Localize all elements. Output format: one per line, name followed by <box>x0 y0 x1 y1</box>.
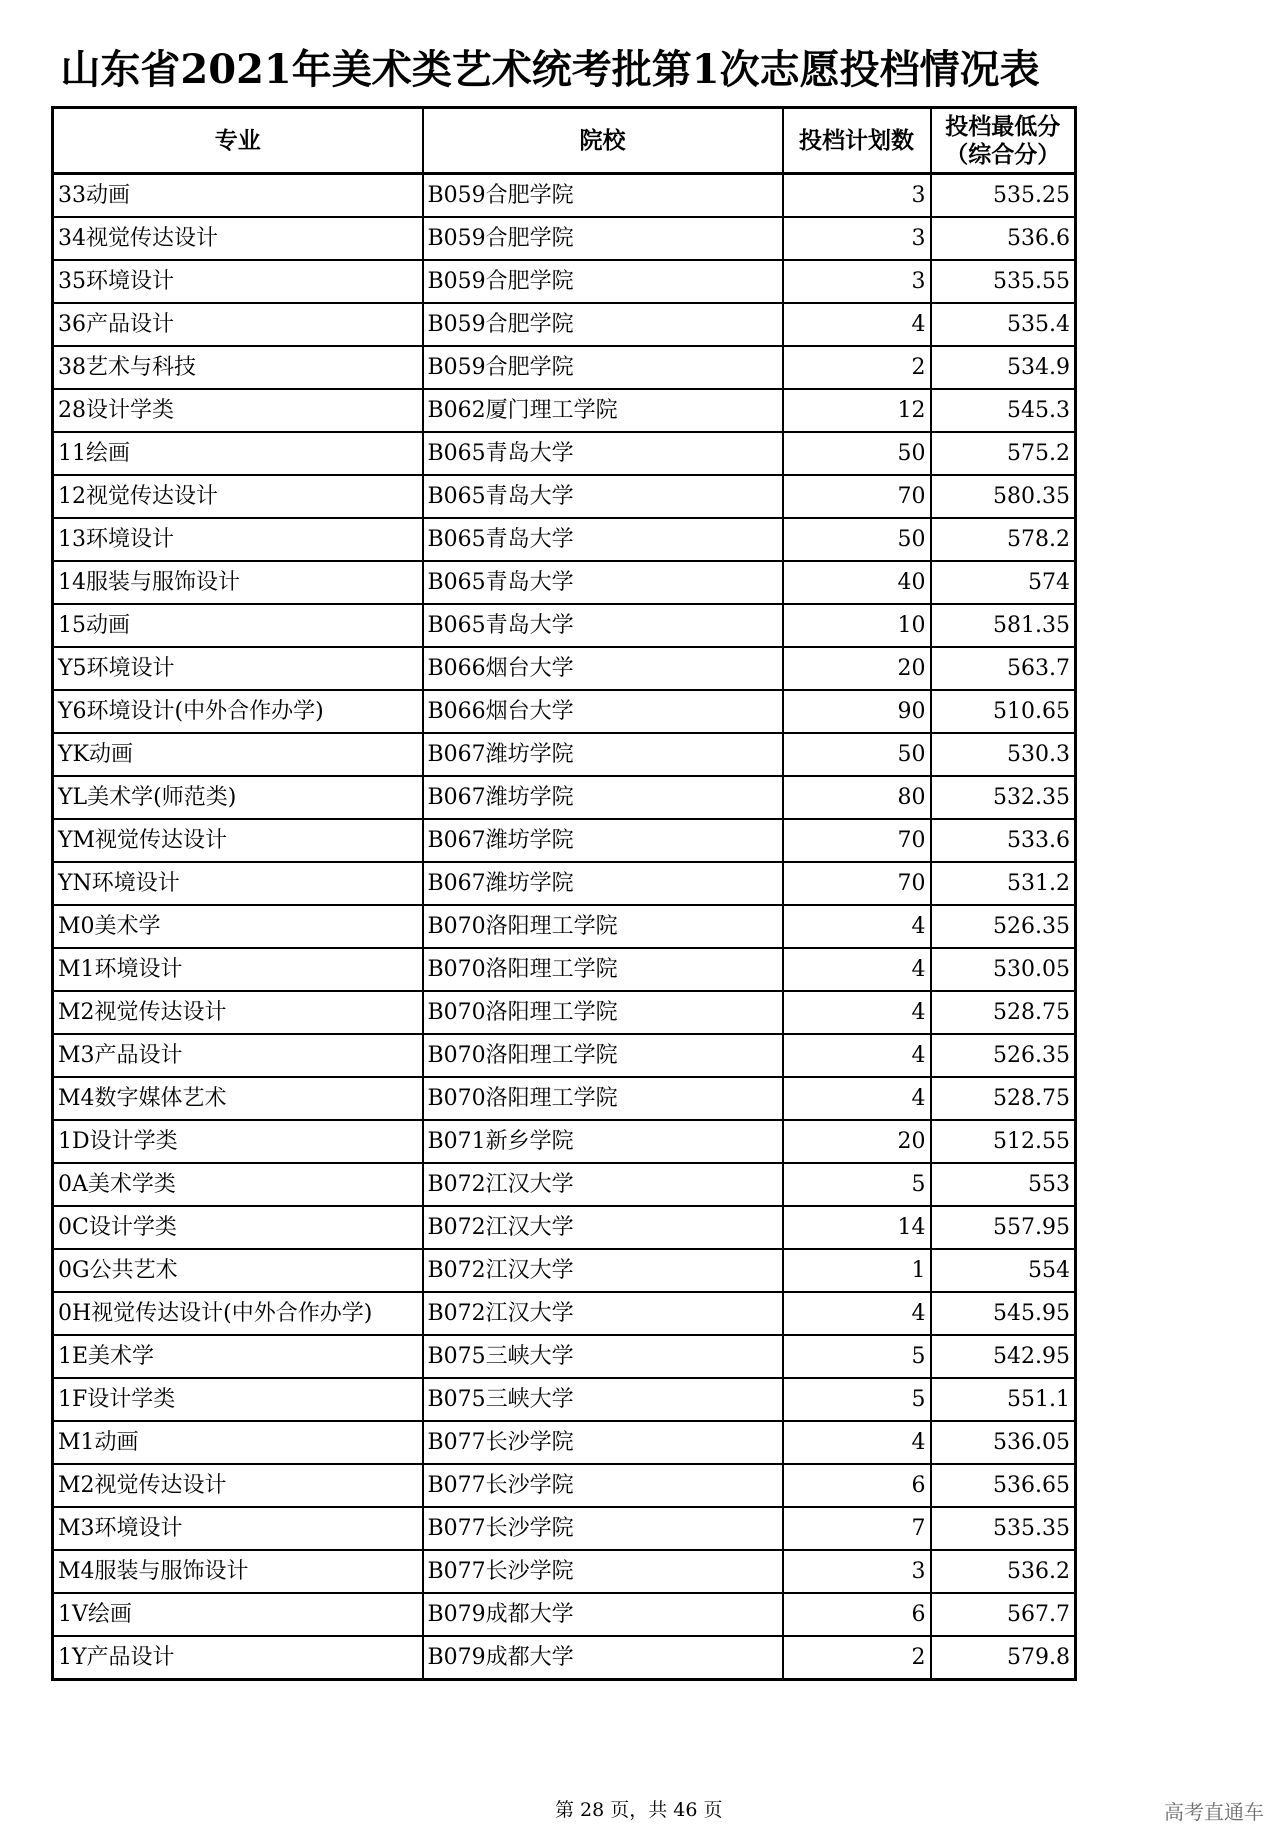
cell-school: B070洛阳理工学院 <box>423 1077 783 1120</box>
cell-school: B072江汉大学 <box>423 1206 783 1249</box>
cell-major: 28设计学类 <box>53 389 423 432</box>
cell-major: 1V绘画 <box>53 1593 423 1636</box>
cell-school: B072江汉大学 <box>423 1292 783 1335</box>
cell-school: B071新乡学院 <box>423 1120 783 1163</box>
cell-school: B059合肥学院 <box>423 260 783 303</box>
cell-min-score: 531.2 <box>931 862 1076 905</box>
header-min-score <box>931 108 1076 174</box>
table-row <box>53 1507 1076 1550</box>
table-row <box>53 776 1076 819</box>
cell-plan: 2 <box>783 1636 931 1680</box>
table-row <box>53 518 1076 561</box>
table-row <box>53 1378 1076 1421</box>
table-row <box>53 862 1076 905</box>
cell-min-score: 557.95 <box>931 1206 1076 1249</box>
cell-plan: 4 <box>783 1292 931 1335</box>
table-row <box>53 733 1076 776</box>
cell-school: B066烟台大学 <box>423 647 783 690</box>
cell-school: B059合肥学院 <box>423 217 783 260</box>
cell-major: Y5环境设计 <box>53 647 423 690</box>
cell-school: B070洛阳理工学院 <box>423 948 783 991</box>
cell-plan: 2 <box>783 346 931 389</box>
cell-plan: 10 <box>783 604 931 647</box>
table-row <box>53 1550 1076 1593</box>
header-min-score-line1: 投档最低分 <box>945 112 1061 140</box>
cell-school: B059合肥学院 <box>423 303 783 346</box>
cell-major: 15动画 <box>53 604 423 647</box>
cell-plan: 4 <box>783 905 931 948</box>
cell-plan: 4 <box>783 948 931 991</box>
table-row <box>53 1335 1076 1378</box>
cell-min-score: 536.05 <box>931 1421 1076 1464</box>
cell-school: B059合肥学院 <box>423 174 783 218</box>
table-row <box>53 1464 1076 1507</box>
cell-plan: 5 <box>783 1378 931 1421</box>
cell-school: B066烟台大学 <box>423 690 783 733</box>
table-row <box>53 905 1076 948</box>
cell-min-score: 526.35 <box>931 905 1076 948</box>
cell-min-score: 533.6 <box>931 819 1076 862</box>
cell-school: B070洛阳理工学院 <box>423 905 783 948</box>
cell-min-score: 545.3 <box>931 389 1076 432</box>
cell-major: 33动画 <box>53 174 423 218</box>
cell-school: B077长沙学院 <box>423 1550 783 1593</box>
cell-plan: 3 <box>783 1550 931 1593</box>
cell-plan: 50 <box>783 518 931 561</box>
cell-min-score: 532.35 <box>931 776 1076 819</box>
cell-major: 38艺术与科技 <box>53 346 423 389</box>
cell-plan: 80 <box>783 776 931 819</box>
cell-min-score: 536.65 <box>931 1464 1076 1507</box>
cell-major: YL美术学(师范类) <box>53 776 423 819</box>
cell-plan: 12 <box>783 389 931 432</box>
cell-school: B065青岛大学 <box>423 432 783 475</box>
header-major: 专业 <box>53 108 423 174</box>
cell-major: M1动画 <box>53 1421 423 1464</box>
cell-school: B059合肥学院 <box>423 346 783 389</box>
table-row <box>53 389 1076 432</box>
cell-min-score: 534.9 <box>931 346 1076 389</box>
cell-school: B070洛阳理工学院 <box>423 1034 783 1077</box>
cell-school: B065青岛大学 <box>423 604 783 647</box>
cell-major: M4数字媒体艺术 <box>53 1077 423 1120</box>
cell-min-score: 551.1 <box>931 1378 1076 1421</box>
admission-table <box>51 106 1077 1681</box>
cell-min-score: 567.7 <box>931 1593 1076 1636</box>
cell-school: B079成都大学 <box>423 1636 783 1680</box>
cell-major: YN环境设计 <box>53 862 423 905</box>
cell-major: M0美术学 <box>53 905 423 948</box>
table-row <box>53 217 1076 260</box>
cell-school: B067潍坊学院 <box>423 733 783 776</box>
cell-min-score: 563.7 <box>931 647 1076 690</box>
table-row <box>53 1249 1076 1292</box>
cell-min-score: 528.75 <box>931 991 1076 1034</box>
cell-min-score: 574 <box>931 561 1076 604</box>
cell-school: B079成都大学 <box>423 1593 783 1636</box>
header-school: 院校 <box>423 108 783 174</box>
cell-min-score: 535.4 <box>931 303 1076 346</box>
table-row <box>53 690 1076 733</box>
table-header <box>53 108 1076 174</box>
cell-plan: 5 <box>783 1163 931 1206</box>
cell-major: M4服装与服饰设计 <box>53 1550 423 1593</box>
cell-plan: 4 <box>783 991 931 1034</box>
cell-major: M2视觉传达设计 <box>53 1464 423 1507</box>
table-body <box>53 174 1076 1680</box>
cell-min-score: 535.55 <box>931 260 1076 303</box>
cell-plan: 50 <box>783 432 931 475</box>
cell-plan: 4 <box>783 303 931 346</box>
cell-plan: 1 <box>783 1249 931 1292</box>
cell-school: B065青岛大学 <box>423 475 783 518</box>
cell-major: 0A美术学类 <box>53 1163 423 1206</box>
cell-major: YK动画 <box>53 733 423 776</box>
cell-plan: 5 <box>783 1335 931 1378</box>
cell-min-score: 535.35 <box>931 1507 1076 1550</box>
cell-major: Y6环境设计(中外合作办学) <box>53 690 423 733</box>
cell-school: B067潍坊学院 <box>423 819 783 862</box>
cell-major: M3环境设计 <box>53 1507 423 1550</box>
cell-plan: 50 <box>783 733 931 776</box>
cell-plan: 70 <box>783 819 931 862</box>
cell-major: 35环境设计 <box>53 260 423 303</box>
cell-min-score: 581.35 <box>931 604 1076 647</box>
cell-major: 1Y产品设计 <box>53 1636 423 1680</box>
cell-min-score: 554 <box>931 1249 1076 1292</box>
cell-school: B065青岛大学 <box>423 561 783 604</box>
cell-school: B077长沙学院 <box>423 1421 783 1464</box>
cell-min-score: 580.35 <box>931 475 1076 518</box>
cell-major: 1D设计学类 <box>53 1120 423 1163</box>
cell-plan: 6 <box>783 1593 931 1636</box>
table-row <box>53 1636 1076 1680</box>
cell-min-score: 512.55 <box>931 1120 1076 1163</box>
cell-min-score: 575.2 <box>931 432 1076 475</box>
cell-min-score: 530.05 <box>931 948 1076 991</box>
cell-min-score: 578.2 <box>931 518 1076 561</box>
cell-min-score: 579.8 <box>931 1636 1076 1680</box>
cell-plan: 4 <box>783 1034 931 1077</box>
table-row <box>53 819 1076 862</box>
table-row <box>53 991 1076 1034</box>
cell-school: B075三峡大学 <box>423 1335 783 1378</box>
cell-school: B070洛阳理工学院 <box>423 991 783 1034</box>
cell-major: 11绘画 <box>53 432 423 475</box>
cell-min-score: 553 <box>931 1163 1076 1206</box>
cell-school: B067潍坊学院 <box>423 776 783 819</box>
cell-plan: 90 <box>783 690 931 733</box>
table-row <box>53 260 1076 303</box>
cell-plan: 7 <box>783 1507 931 1550</box>
table-row <box>53 1206 1076 1249</box>
table-row <box>53 561 1076 604</box>
cell-min-score: 535.25 <box>931 174 1076 218</box>
cell-min-score: 530.3 <box>931 733 1076 776</box>
table-row <box>53 1077 1076 1120</box>
cell-major: 34视觉传达设计 <box>53 217 423 260</box>
table-row <box>53 174 1076 218</box>
cell-min-score: 542.95 <box>931 1335 1076 1378</box>
cell-plan: 6 <box>783 1464 931 1507</box>
cell-min-score: 528.75 <box>931 1077 1076 1120</box>
table-row <box>53 647 1076 690</box>
cell-major: 1E美术学 <box>53 1335 423 1378</box>
table-row <box>53 346 1076 389</box>
cell-plan: 14 <box>783 1206 931 1249</box>
cell-school: B077长沙学院 <box>423 1507 783 1550</box>
cell-plan: 70 <box>783 862 931 905</box>
cell-major: 1F设计学类 <box>53 1378 423 1421</box>
cell-school: B075三峡大学 <box>423 1378 783 1421</box>
cell-major: M2视觉传达设计 <box>53 991 423 1034</box>
cell-plan: 70 <box>783 475 931 518</box>
cell-major: M3产品设计 <box>53 1034 423 1077</box>
table-row <box>53 303 1076 346</box>
page-title: 山东省2021年美术类艺术统考批第1次志愿投档情况表 <box>60 46 1040 93</box>
table-row <box>53 1163 1076 1206</box>
cell-major: YM视觉传达设计 <box>53 819 423 862</box>
table-row <box>53 1034 1076 1077</box>
cell-plan: 3 <box>783 217 931 260</box>
cell-plan: 4 <box>783 1077 931 1120</box>
cell-school: B072江汉大学 <box>423 1163 783 1206</box>
cell-major: 0G公共艺术 <box>53 1249 423 1292</box>
table-row <box>53 948 1076 991</box>
table-row <box>53 1593 1076 1636</box>
cell-school: B072江汉大学 <box>423 1249 783 1292</box>
cell-plan: 40 <box>783 561 931 604</box>
cell-plan: 4 <box>783 1421 931 1464</box>
table-row <box>53 1292 1076 1335</box>
cell-plan: 20 <box>783 647 931 690</box>
table-row <box>53 432 1076 475</box>
cell-major: 0C设计学类 <box>53 1206 423 1249</box>
cell-min-score: 510.65 <box>931 690 1076 733</box>
cell-plan: 3 <box>783 174 931 218</box>
cell-major: 0H视觉传达设计(中外合作办学) <box>53 1292 423 1335</box>
watermark: 高考直通车 <box>1164 1800 1264 1824</box>
table-row <box>53 1421 1076 1464</box>
cell-major: 12视觉传达设计 <box>53 475 423 518</box>
cell-school: B065青岛大学 <box>423 518 783 561</box>
cell-min-score: 545.95 <box>931 1292 1076 1335</box>
cell-min-score: 536.2 <box>931 1550 1076 1593</box>
table-row <box>53 475 1076 518</box>
cell-min-score: 536.6 <box>931 217 1076 260</box>
cell-school: B077长沙学院 <box>423 1464 783 1507</box>
header-plan: 投档计划数 <box>783 108 931 174</box>
cell-plan: 3 <box>783 260 931 303</box>
header-min-score-line2: （综合分） <box>945 140 1061 168</box>
cell-school: B067潍坊学院 <box>423 862 783 905</box>
table-row <box>53 604 1076 647</box>
cell-major: 13环境设计 <box>53 518 423 561</box>
cell-major: M1环境设计 <box>53 948 423 991</box>
cell-major: 36产品设计 <box>53 303 423 346</box>
cell-major: 14服装与服饰设计 <box>53 561 423 604</box>
cell-school: B062厦门理工学院 <box>423 389 783 432</box>
cell-min-score: 526.35 <box>931 1034 1076 1077</box>
table-row <box>53 1120 1076 1163</box>
page-number: 第 28 页，共 46 页 <box>555 1799 723 1821</box>
cell-plan: 20 <box>783 1120 931 1163</box>
